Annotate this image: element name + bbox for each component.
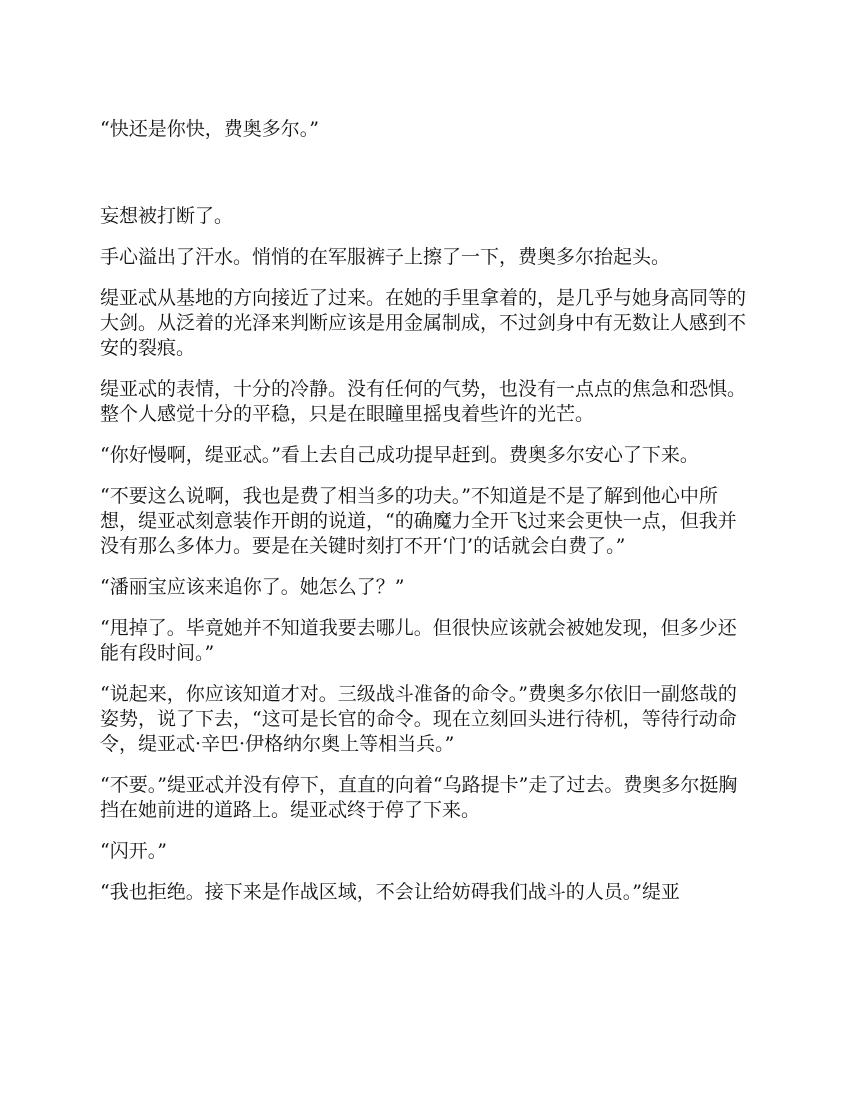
paragraph: 缇亚忒从基地的方向接近了过来。在她的手里拿着的，是几乎与她身高同等的大剑。从泛着的光泽来判断应该是用金属制成，不过剑身中有无数让人感到不安的裂痕。	[100, 287, 747, 359]
paragraph: 手心溢出了汗水。悄悄的在军服裤子上擦了一下，费奥多尔抬起头。	[100, 246, 671, 268]
paragraph: “说起来，你应该知道才对。三级战斗准备的命令。”费奥多尔依旧一副悠哉的姿势，说了下去，“这可是长官的命令。现在立刻回头进行待机，等待行动命令，缇亚忒·辛巴·伊格纳尔奥上等相当兵。”	[100, 683, 737, 755]
paragraph: “不要这么说啊，我也是费了相当多的功夫。”不知道是不是了解到他心中所想，缇亚忒刻意装作开朗的说道，“的确魔力全开飞过来会更快一点，但我并没有那么多体力。要是在关键时刻打不开‘门’的话就会白费了。”	[100, 485, 737, 557]
body-text	[100, 117, 750, 921]
paragraph: 妄想被打断了。	[100, 205, 234, 227]
paragraph: “闪开。”	[100, 840, 167, 862]
paragraph: “快还是你快，费奥多尔。”	[100, 118, 319, 140]
paragraph: “你好慢啊，缇亚忒。”看上去自己成功提早赶到。费奥多尔安心了下来。	[100, 444, 699, 466]
paragraph: “甩掉了。毕竟她并不知道我要去哪儿。但很快应该就会被她发现，但多少还能有段时间。”	[100, 617, 737, 664]
paragraph: “我也拒绝。接下来是作战区域，不会让给妨碍我们战斗的人员。”缇亚	[100, 881, 680, 903]
paragraph: 缇亚忒的表情，十分的冷静。没有任何的气势，也没有一点点的焦急和恐惧。整个人感觉十分的平稳，只是在眼瞳里摇曳着些许的光芒。	[100, 378, 747, 425]
paragraph: “不要。”缇亚忒并没有停下，直直的向着“乌路提卡”走了过去。费奥多尔挺胸挡在她前进的道路上。缇亚忒终于停了下来。	[100, 774, 738, 821]
paragraph: “潘丽宝应该来追你了。她怎么了？”	[100, 576, 405, 598]
